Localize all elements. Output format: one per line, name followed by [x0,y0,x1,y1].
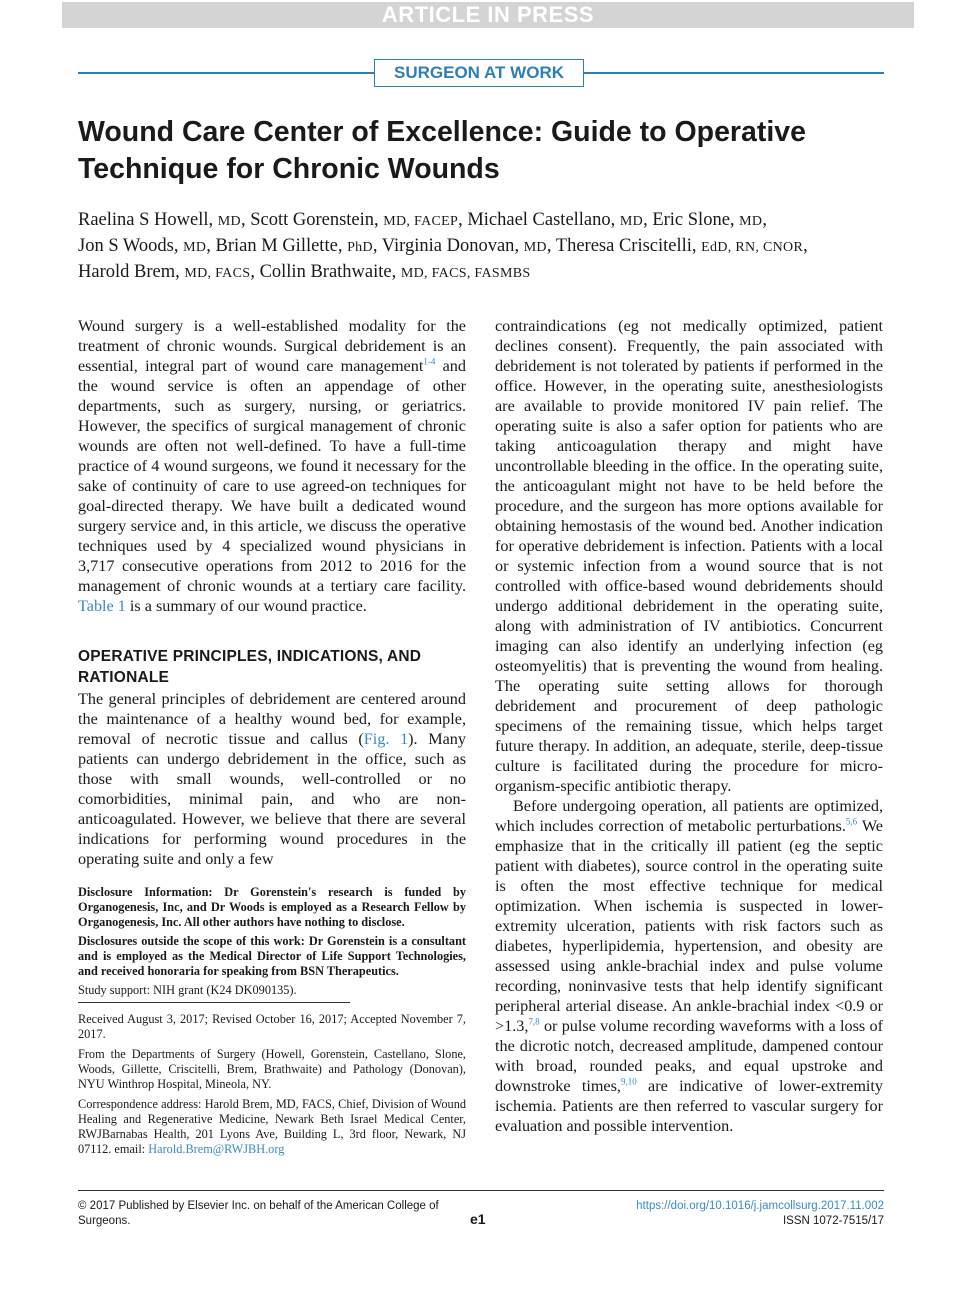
figure-1-link[interactable]: Fig. 1 [363,730,409,748]
author-separator: , [240,210,251,230]
doi-link[interactable]: https://doi.org/10.1016/j.jamcollsurg.2017.11.002 [636,1200,884,1212]
article-in-press-banner: ARTICLE IN PRESS [62,2,914,28]
author-name: Eric Slone [652,210,730,230]
author-separator: , [372,236,382,256]
right-column [495,316,883,1136]
author-name: Scott Gorenstein [250,210,375,230]
author-separator: , [458,210,468,230]
author-name: Brian M Gillette [215,236,338,256]
citation-ref[interactable]: 9,10 [620,1076,637,1087]
received-dates: Received August 3, 2017; Revised October 16, 2017; Accepted November 7, 2017. [78,1012,466,1041]
author-degree: MD [217,214,241,229]
author-separator: , [206,236,216,256]
study-support-note: Study support: NIH grant (K24 DK090135). [78,983,297,997]
correspondence-address: Correspondence address: Harold Brem, MD, FACS, Chief, Division of Wound Healing and Regenerative Medicine, Newark Beth Israel Medical Center, RWJBarnabas Health, 201 Lyons Ave, Building L, 3rd floor, Newark, NJ 07112. email: Harold.Brem@RWJBH.org [78,1097,466,1156]
author-list: Raelina S Howell, MD, Scott Gorenstein, MD, FACEP, Michael Castellano, MD, Eric Slone, MD, Jon S Woods, MD, Brian M Gillette, PhD, Virginia Donovan, MD, Theresa Criscitelli, EdD, RN, CNOR, Harold Brem, MD, FACS, Collin Brathwaite, MD, FACS, FASMBS [78,210,808,282]
author-degree: MD, FACS [184,266,251,281]
author-name: Raelina S Howell [78,210,209,230]
outside-disclosure-note: Disclosures outside the scope of this work: Dr Gorenstein is a consultant and is employed as the Medical Director of Life Support Technologies, and received honoraria for speaking from BSN Therapeutics. [78,934,467,978]
optimization-paragraph: Before undergoing operation, all patients are optimized, which includes correction of metabolic perturbations.$^{5,6}$ We emphasize that in the critically ill patient (eg the septic patient with diabetes), source control in the operating suite is often the most effective technique for medical optimization. When ischemia is suspected in lower-extremity ulceration, patients with risk factors such as diabetes, hyperlipidemia, hypertension, and obesity are assessed using ankle-brachial index and pulse volume recording, noninvasive tests that help identify significant peripheral arterial disease. An ankle-brachial index <0.9 or >1.3,$^{7,8}$ or pulse volume recording waveforms with a loss of the dicrotic notch, decreased amplitude, dampened contour with broad, rounded peaks, and equal upstroke and downstroke times,$^{9,10}$ are indicative of lower-extremity ischemia. Patients are then referred to vascular surgery for evaluation and possible intervention. [495,797,883,1135]
notes-divider [78,1002,350,1003]
author-name: Virginia Donovan [381,236,515,256]
intro-paragraph: Wound surgery is a well-established modality for the treatment of chronic wounds. Surgical debridement is an essential, integral part of wound care management$^{1-4}$ and the wound service is often an appendage of other departments, such as surgery, nursing, or geriatrics. However, the specifics of surgical management of chronic wounds are often not well-defined. To have a full-time practice of 4 wound surgeons, we found it necessary for the sake of continuity of care to use agreed-on techniques for goal-directed therapy. We have built a dedicated wound surgery service and, in this article, we discuss the operative techniques used by 4 specialized wound physicians in 3,717 consecutive operations from 2012 to 2016 for the management of chronic wounds at a tertiary care facility. Table 1 is a summary of our wound practice. [78,317,466,615]
table-1-link[interactable]: Table 1 [78,597,126,615]
article-title: Wound Care Center of Excellence: Guide to Operative Technique for Chronic Wounds [78,116,806,185]
author-name: Collin Brathwaite [259,262,392,282]
affiliations: From the Departments of Surgery (Howell, Gorenstein, Castellano, Slone, Woods, Gillette, Criscitelli, Brem, Brathwaite) and Pathology (Donovan), NYU Winthrop Hospital, Mineola, NY. [78,1047,466,1091]
author-degree: MD [739,214,763,229]
issn: ISSN 1072-7515/17 [782,1215,884,1227]
author-name: Jon S Woods [78,236,174,256]
citation-ref[interactable]: 1-4 [423,356,436,367]
author-degree: PhD [347,240,373,255]
left-column [78,316,466,869]
footer-right [560,1199,884,1229]
author-degree: MD [523,240,547,255]
citation-ref[interactable]: 5,6 [845,816,858,827]
email-link[interactable]: Harold.Brem@RWJBH.org [148,1142,285,1156]
citation-ref[interactable]: 7,8 [528,1016,540,1027]
page-number: e1 [470,1211,486,1227]
section-heading: OPERATIVE PRINCIPLES, INDICATIONS, AND RATIONALE [78,648,422,686]
author-degree: MD [183,240,207,255]
author-name: Michael Castellano [467,210,611,230]
author-separator: , [762,210,767,230]
disclosure-note: Disclosure Information: Dr Gorenstein's research is funded by Organogenesis, Inc, and Dr Woods is employed as a Research Fellow by Organogenesis, Inc. All other authors have nothing to disclose. [78,885,467,929]
section-tag: SURGEON AT WORK [374,59,584,87]
author-name: Harold Brem [78,262,176,282]
author-degree: EdD, RN, CNOR [701,240,804,255]
author-degree: MD, FACEP [383,214,459,229]
author-separator: , [803,236,808,256]
copyright-notice: © 2017 Published by Elsevier Inc. on behalf of the American College of Surgeons. [78,1200,439,1227]
author-degree: MD [619,214,644,229]
author-separator: , [643,210,653,230]
principles-paragraph: The general principles of debridement are centered around the maintenance of a healthy wound bed, for example, removal of necrotic tissue and callus (Fig. 1). Many patients can undergo debridement in the office, such as those with small wounds, well-controlled or no comorbidities, minimal pain, and who are non-anticoagulated. However, we believe that there are several indications for performing wound procedures in the operating suite and only a few [78,690,466,868]
author-name: Theresa Criscitelli [555,236,692,256]
article-notes [78,885,466,1162]
author-separator: , [250,262,260,282]
author-separator: , [546,236,556,256]
author-degree: MD, FACS, FASMBS [400,266,531,281]
footer-rule [78,1190,884,1191]
indications-paragraph: contraindications (eg not medically optimized, patient declines consent). Frequently, the pain associated with debridement is not tolerated by patients if performed in the office. However, in the operating suite, anesthesiologists are available to provide monitored IV pain relief. The operating suite is also a safer option for patients who are taking anticoagulation therapy and might have uncontrollable bleeding in the office. In the operating suite, the anticoagulant might not have to be held before the procedure, and the surgeon has more options available for obtaining hemostasis of the wound bed. Another indication for operative debridement is infection. Patients with a local or systemic infection from a wound source that is not controlled with office-based wound debridements should undergo additional debridement in the operating suite, along with administration of IV antibiotics. Concurrent imaging can also identify an underlying infection (eg osteomyelitis) that is preventing the wound from healing. The operating suite setting allows for thorough debridement and procurement of deep pathologic specimens of the remaining tissue, which helps target future therapy. In addition, an adequate, sterile, deep-tissue culture is facilitated during the procedure for micro-organism-specific antibiotic therapy. [495,317,883,795]
